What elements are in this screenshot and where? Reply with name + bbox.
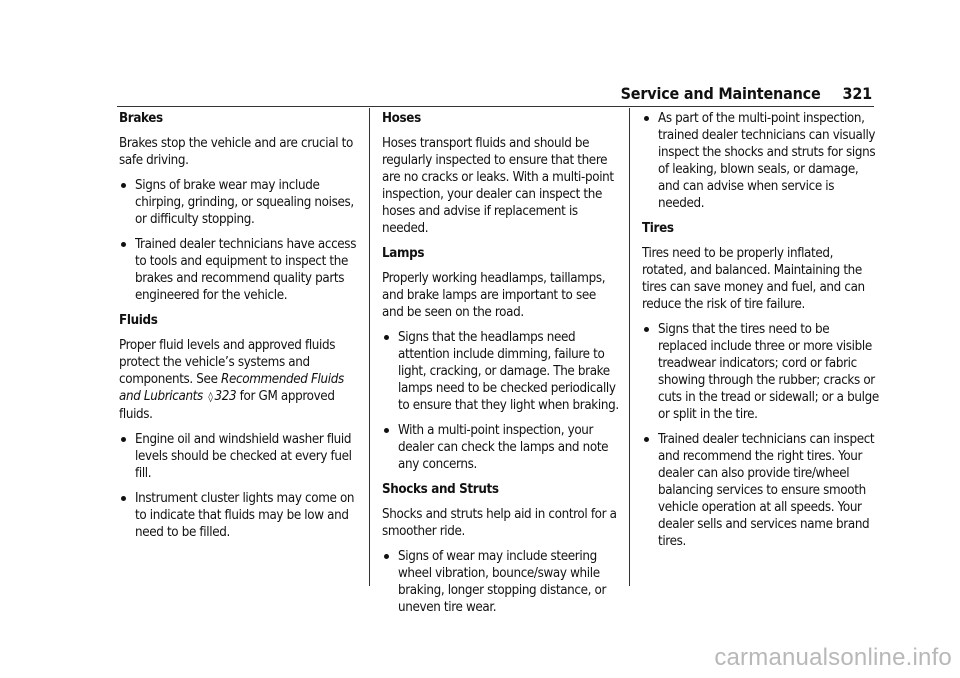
- page-reference-icon: ◊: [208, 392, 213, 403]
- list-item: Signs that the tires need to be replaced include three or more visible treadwear indicators; cord or fabric showing through the rubber; cracks or cuts in the tread or sidewall; or a bulge or split in the tire.: [642, 321, 880, 423]
- hoses-text: Hoses transport fluids and should be regularly inspected to ensure that there are no cracks or leaks. With a multi-point inspection, your dealer can inspect the hoses and advise if replacement is needed.: [382, 136, 614, 236]
- list-item: Engine oil and windshield washer fluid levels should be checked at every fuel fill.: [119, 431, 357, 482]
- lamps-list: [382, 329, 620, 473]
- section-title: Service and Maintenance: [620, 84, 821, 103]
- list-item: With a multi-point inspection, your dealer can check the lamps and note any concerns.: [382, 422, 620, 473]
- fluids-ref-page[interactable]: 323: [214, 389, 237, 404]
- shocks-list: [382, 548, 620, 616]
- shocks-list-continued: [642, 110, 880, 212]
- fluids-intro-suffix: for GM approved fluids.: [119, 389, 335, 422]
- watermark: carmanualsonline.info: [714, 644, 952, 671]
- column-1: [119, 110, 357, 549]
- brakes-heading: Brakes: [119, 111, 163, 126]
- fluids-intro-prefix: Proper fluid levels and approved fluids protect the vehicle’s systems and components. See: [119, 338, 336, 387]
- list-item: Trained dealer technicians can inspect and recommend the right tires. Your dealer can also provide tire/wheel balancing services to ensure smooth vehicle operation at all speeds. Your dealer sells and services name brand tires.: [642, 431, 880, 550]
- column-3: [642, 110, 880, 558]
- column-divider-1: [369, 108, 370, 586]
- column-2: [382, 110, 620, 624]
- page-header: [621, 84, 872, 103]
- lamps-heading: Lamps: [382, 246, 425, 261]
- fluids-intro: [119, 337, 357, 423]
- page-number: 321: [842, 84, 872, 103]
- list-item: Trained dealer technicians have access to tools and equipment to inspect the brakes and recommend quality parts engineered for the vehicle.: [119, 236, 357, 304]
- header-rule: [117, 106, 874, 107]
- brakes-intro: Brakes stop the vehicle and are crucial to safe driving.: [119, 136, 353, 168]
- list-item: Signs of brake wear may include chirping, grinding, or squealing noises, or difficulty stopping.: [119, 177, 357, 228]
- column-divider-2: [629, 108, 630, 586]
- shocks-intro: Shocks and struts help aid in control for a smoother ride.: [382, 507, 617, 539]
- fluids-crossref-link[interactable]: Recommended Fluids and Lubricants: [119, 372, 344, 404]
- brakes-list: [119, 177, 357, 304]
- tires-intro: Tires need to be properly inflated, rotated, and balanced. Maintaining the tires can save money and fuel, and can reduce the risk of tire failure.: [642, 246, 865, 312]
- list-item: As part of the multi-point inspection, trained dealer technicians can visually inspect the shocks and struts for signs of leaking, blown seals, or damage, and can advise when service is needed.: [642, 110, 880, 212]
- tires-heading: Tires: [642, 221, 674, 236]
- list-item: Signs of wear may include steering wheel vibration, bounce/sway while braking, longer stopping distance, or uneven tire wear.: [382, 548, 620, 616]
- hoses-heading: Hoses: [382, 111, 421, 126]
- fluids-list: [119, 431, 357, 541]
- lamps-intro: Properly working headlamps, taillamps, and brake lamps are important to see and be seen on the road.: [382, 271, 606, 320]
- list-item: Signs that the headlamps need attention include dimming, failure to light, cracking, or damage. The brake lamps need to be checked periodically to ensure that they light when braking.: [382, 329, 620, 414]
- list-item: Instrument cluster lights may come on to indicate that fluids may be low and need to be filled.: [119, 490, 357, 541]
- tires-list: [642, 321, 880, 550]
- fluids-heading: Fluids: [119, 313, 158, 328]
- shocks-heading: Shocks and Struts: [382, 482, 499, 497]
